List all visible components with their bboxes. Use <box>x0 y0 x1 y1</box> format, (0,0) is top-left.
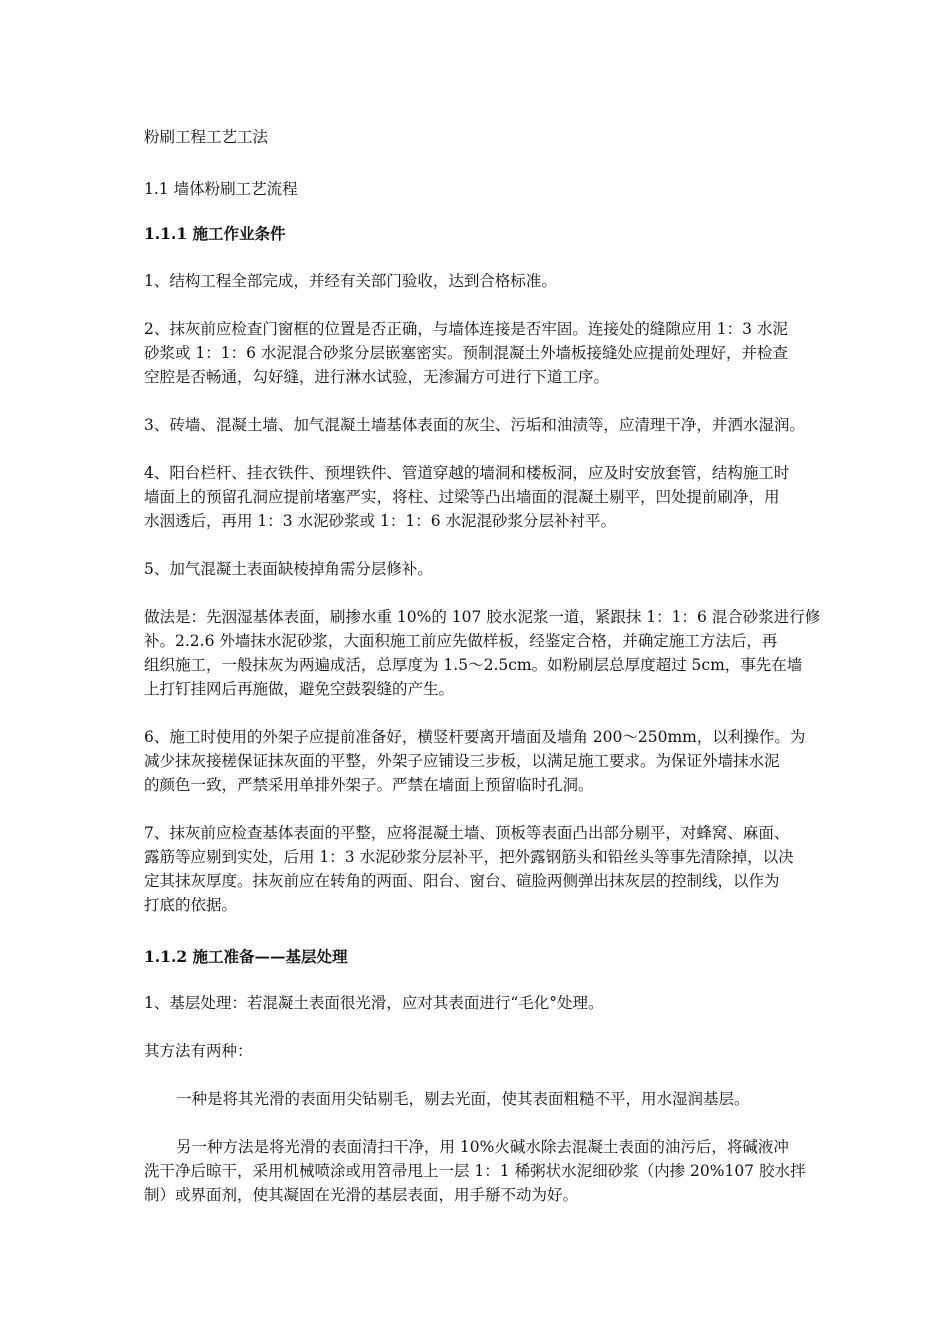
paragraph-line: 打底的依据。 <box>144 896 238 914</box>
paragraph-line: 另一种方法是将光滑的表面清扫干净，用 10%火碱水除去混凝土表面的油污后，将碱液冲 <box>176 1138 789 1156</box>
paragraph-line: 做法是：先洇湿基体表面，刷掺水重 10%的 107 胶水泥浆一道，紧跟抹 1：1：6 混合砂浆进行修 <box>144 608 821 626</box>
paragraph-line: 的颜色一致，严禁采用单排外架子。严禁在墙面上预留临时孔洞。 <box>144 776 594 794</box>
paragraph-line: 洗干净后晾干，采用机械喷涂或用笤帚甩上一层 1：1 稀粥状水泥细砂浆（内掺 20%107 胶水拌 <box>144 1162 806 1180</box>
subsection-heading-preparation: 1.1.2 施工准备——基层处理 <box>144 947 348 966</box>
paragraph-line: 水洇透后，再用 1：3 水泥砂浆或 1：1：6 水泥混砂浆分层补衬平。 <box>144 512 617 530</box>
subsection-heading-conditions: 1.1.1 施工作业条件 <box>144 224 286 243</box>
paragraph-line: 一种是将其光滑的表面用尖钻剔毛，剔去光面，使其表面粗糙不平，用水湿润基层。 <box>176 1090 750 1108</box>
paragraph-line: 墙面上的预留孔洞应提前堵塞严实，将柱、过梁等凸出墙面的混凝土剔平，凹处提前刷净，用 <box>144 488 780 506</box>
paragraph-line: 露筋等应剔到实处，后用 1：3 水泥砂浆分层补平，把外露钢筋头和铅丝头等事先清除掉，以决 <box>144 848 794 866</box>
paragraph-line: 空腔是否畅通，勾好缝，进行淋水试验，无渗漏方可进行下道工序。 <box>144 368 610 386</box>
paragraph-line: 砂浆或 1：1：6 水泥混合砂浆分层嵌塞密实。预制混凝土外墙板接缝处应提前处理好，并检查 <box>144 344 788 362</box>
paragraph-line: 减少抹灰接槎保证抹灰面的平整，外架子应铺设三步板，以满足施工要求。为保证外墙抹水泥 <box>144 752 780 770</box>
document-title: 粉刷工程工艺工法 <box>144 128 269 146</box>
paragraph-line: 4、阳台栏杆、挂衣铁件、预埋铁件、管道穿越的墙洞和楼板洞，应及时安放套管，结构施工时 <box>144 464 790 482</box>
paragraph-line: 定其抹灰厚度。抹灰前应在转角的两面、阳台、窗台、碹脸两侧弹出抹灰层的控制线，以作为 <box>144 872 780 890</box>
paragraph-line: 补。2.2.6 外墙抹水泥砂浆，大面积施工前应先做样板，经鉴定合格，并确定施工方法后，再 <box>144 632 778 650</box>
paragraph-line: 7、抹灰前应检查基体表面的平整，应将混凝土墙、顶板等表面凸出部分剔平，对蜂窝、麻面、 <box>144 824 790 842</box>
paragraph-line: 制）或界面剂，使其凝固在光滑的基层表面，用手掰不动为好。 <box>144 1186 579 1204</box>
paragraph-line: 1、结构工程全部完成，并经有关部门验收，达到合格标准。 <box>144 272 557 290</box>
paragraph-line: 3、砖墙、混凝土墙、加气混凝土墙基体表面的灰尘、污垢和油渍等，应清理干净，并洒水湿润。 <box>144 416 805 434</box>
paragraph-line: 组织施工，一般抹灰为两遍成活，总厚度为 1.5～2.5cm。如粉刷层总厚度超过 5cm，事先在墙 <box>144 656 803 674</box>
paragraph-line: 上打钉挂网后再施做，避免空鼓裂缝的产生。 <box>144 680 455 698</box>
section-heading: 1.1 墙体粉刷工艺流程 <box>144 180 298 198</box>
paragraph-line: 5、加气混凝土表面缺棱掉角需分层修补。 <box>144 560 433 578</box>
paragraph-line: 2、抹灰前应检查门窗框的位置是否正确，与墙体连接是否牢固。连接处的缝隙应用 1：3 水泥 <box>144 320 788 338</box>
paragraph-line: 6、施工时使用的外架子应提前准备好，横竖杆要离开墙面及墙角 200～250mm，以利操作。为 <box>144 728 806 746</box>
paragraph-line: 1、基层处理：若混凝土表面很光滑，应对其表面进行“毛化°处理。 <box>144 994 604 1012</box>
paragraph-line: 其方法有两种： <box>144 1042 253 1060</box>
